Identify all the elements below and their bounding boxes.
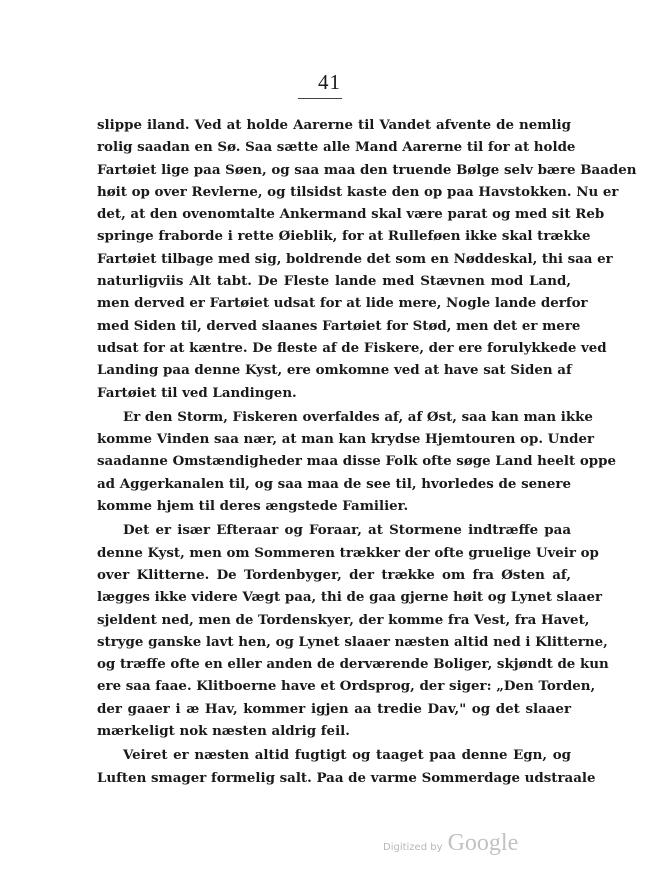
body-text	[97, 114, 637, 789]
text-line: Fartøiet til ved Landingen.	[97, 384, 297, 401]
text-line: Landing paa denne Kyst, ere omkomne ved at have sat Siden af	[97, 362, 572, 379]
text-line: springe fraborde i rette Øieblik, for at Rulleføen ikke skal trække	[97, 228, 591, 245]
text-line: og træffe ofte en eller anden de derværende Boliger, skjøndt de kun	[97, 656, 609, 673]
text-line: Det er især Efteraar og Foraar, at Stormene indtræffe paa	[123, 522, 571, 539]
google-logo: Google	[447, 830, 519, 856]
text-line: men derved er Fartøiet udsat for at lide mere, Nogle lande derfor	[97, 295, 588, 312]
text-line: naturligviis Alt tabt. De Fleste lande med Stævnen mod Land,	[97, 273, 571, 290]
text-line: ere saa faae. Klitboerne have et Ordsprog, der siger: „Den Torden,	[97, 678, 596, 695]
text-line: udsat for at kæntre. De fleste af de Fiskere, der ere forulykkede ved	[97, 339, 607, 356]
text-line: komme Vinden saa nær, at man kan krydse Hjemtouren op. Under	[97, 431, 595, 448]
text-line: det, at den ovenomtalte Ankermand skal være parat og med sit Reb	[97, 206, 605, 223]
text-line: saadanne Omstændigheder maa disse Folk ofte søge Land heelt oppe	[97, 453, 617, 470]
text-line: slippe iland. Ved at holde Aarerne til Vandet afvente de nemlig	[97, 117, 571, 133]
text-line: Luften smager formelig salt. Paa de varme Sommerdage udstraale	[97, 769, 596, 786]
text-line: Fartøiet tilbage med sig, boldrende det som en Nøddeskal, thi saa er	[97, 250, 613, 267]
watermark-prefix: Digitized by	[383, 842, 443, 853]
page-number-rule	[298, 98, 342, 99]
digitized-by-google-watermark	[383, 830, 518, 857]
text-line: lægges ikke videre Vægt paa, thi de gaa gjerne høit og Lynet slaaer	[97, 589, 603, 606]
text-line: høit op over Revlerne, og tilsidst kaste den op paa Havstokken. Nu er	[97, 183, 619, 200]
text-line: der gaaer i æ Hav, kommer igjen aa tredie Dav," og det slaaer	[97, 700, 571, 717]
page-number: 41	[318, 70, 341, 94]
text-line: rolig saadan en Sø. Saa sætte alle Mand Aarerne til for at holde	[97, 139, 576, 156]
text-line: ad Aggerkanalen til, og saa maa de see til, hvorledes de senere	[97, 475, 571, 492]
text-line: mærkeligt nok næsten aldrig feil.	[97, 723, 350, 740]
text-line: komme hjem til deres ængstede Familier.	[97, 498, 409, 515]
text-line: med Siden til, derved slaanes Fartøiet for Stød, men det er mere	[97, 317, 581, 334]
text-line: over Klitterne. De Tordenbyger, der trække om fra Østen af,	[97, 566, 571, 583]
text-line: sjeldent ned, men de Tordenskyer, der komme fra Vest, fra Havet,	[97, 611, 590, 628]
text-line: denne Kyst, men om Sommeren trækker der ofte gruelige Uveir op	[97, 544, 599, 561]
text-line: stryge ganske lavt hen, og Lynet slaaer næsten altid ned i Klitterne,	[97, 633, 608, 650]
text-line: Fartøiet lige paa Søen, og saa maa den truende Bølge selv bære Baaden	[97, 161, 637, 178]
text-line: Veiret er næsten altid fugtigt og taaget paa denne Egn, og	[123, 747, 571, 764]
text-line: Er den Storm, Fiskeren overfaldes af, af Øst, saa kan man ikke	[123, 408, 593, 425]
